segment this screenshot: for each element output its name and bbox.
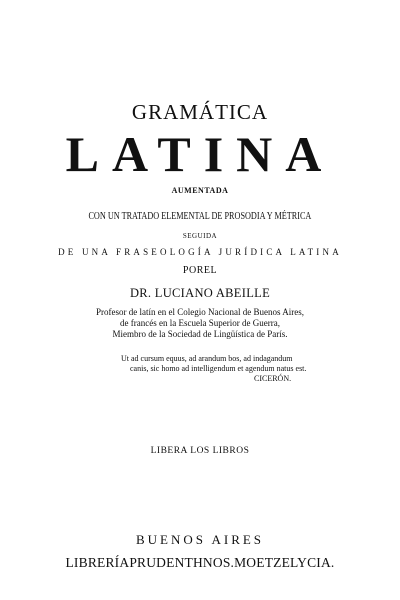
affiliation-line: Miembro de la Sociedad de Lingüística de París. [112,329,288,339]
author-name: DR. LUCIANO ABEILLE [129,286,271,300]
subtitle: AUMENTADA [171,186,229,195]
connector-line: SEGUIDA [182,232,218,240]
epigraph-line: Ut ad cursum equus, ad arandum bos, ad indagandum [121,354,293,363]
by-line: POREL [182,265,218,276]
phraseology-line: DE UNA FRASEOLOGÍA JURÍDICA LATINA [58,247,342,257]
epigraph [0,354,400,384]
affiliation-line: Profesor de latín en el Colegio Nacional de Buenos Aires, [96,307,304,317]
title-line-1: GRAMÁTICA [131,100,269,124]
library-stamp: LIBERA LOS LIBROS [150,446,250,456]
epigraph-line: canis, sic homo ad intelligendum et agendum natus est. [130,364,307,373]
author-affiliations [0,307,400,340]
title-line-2: LATINA [65,126,335,182]
treatise-text: CON UN TRATADO ELEMENTAL DE PROSODIA Y MÉTRICA [88,211,312,222]
imprint-publisher: LIBRERÍAPRUDENTHNOS.MOETZELYCIA. [65,555,335,570]
treatise-line [0,211,400,222]
affiliation-line: de francés en la Escuela Superior de Guerra, [120,318,280,328]
imprint-city: BUENOS AIRES [135,532,265,547]
epigraph-attribution: CICERÓN. [254,374,292,383]
